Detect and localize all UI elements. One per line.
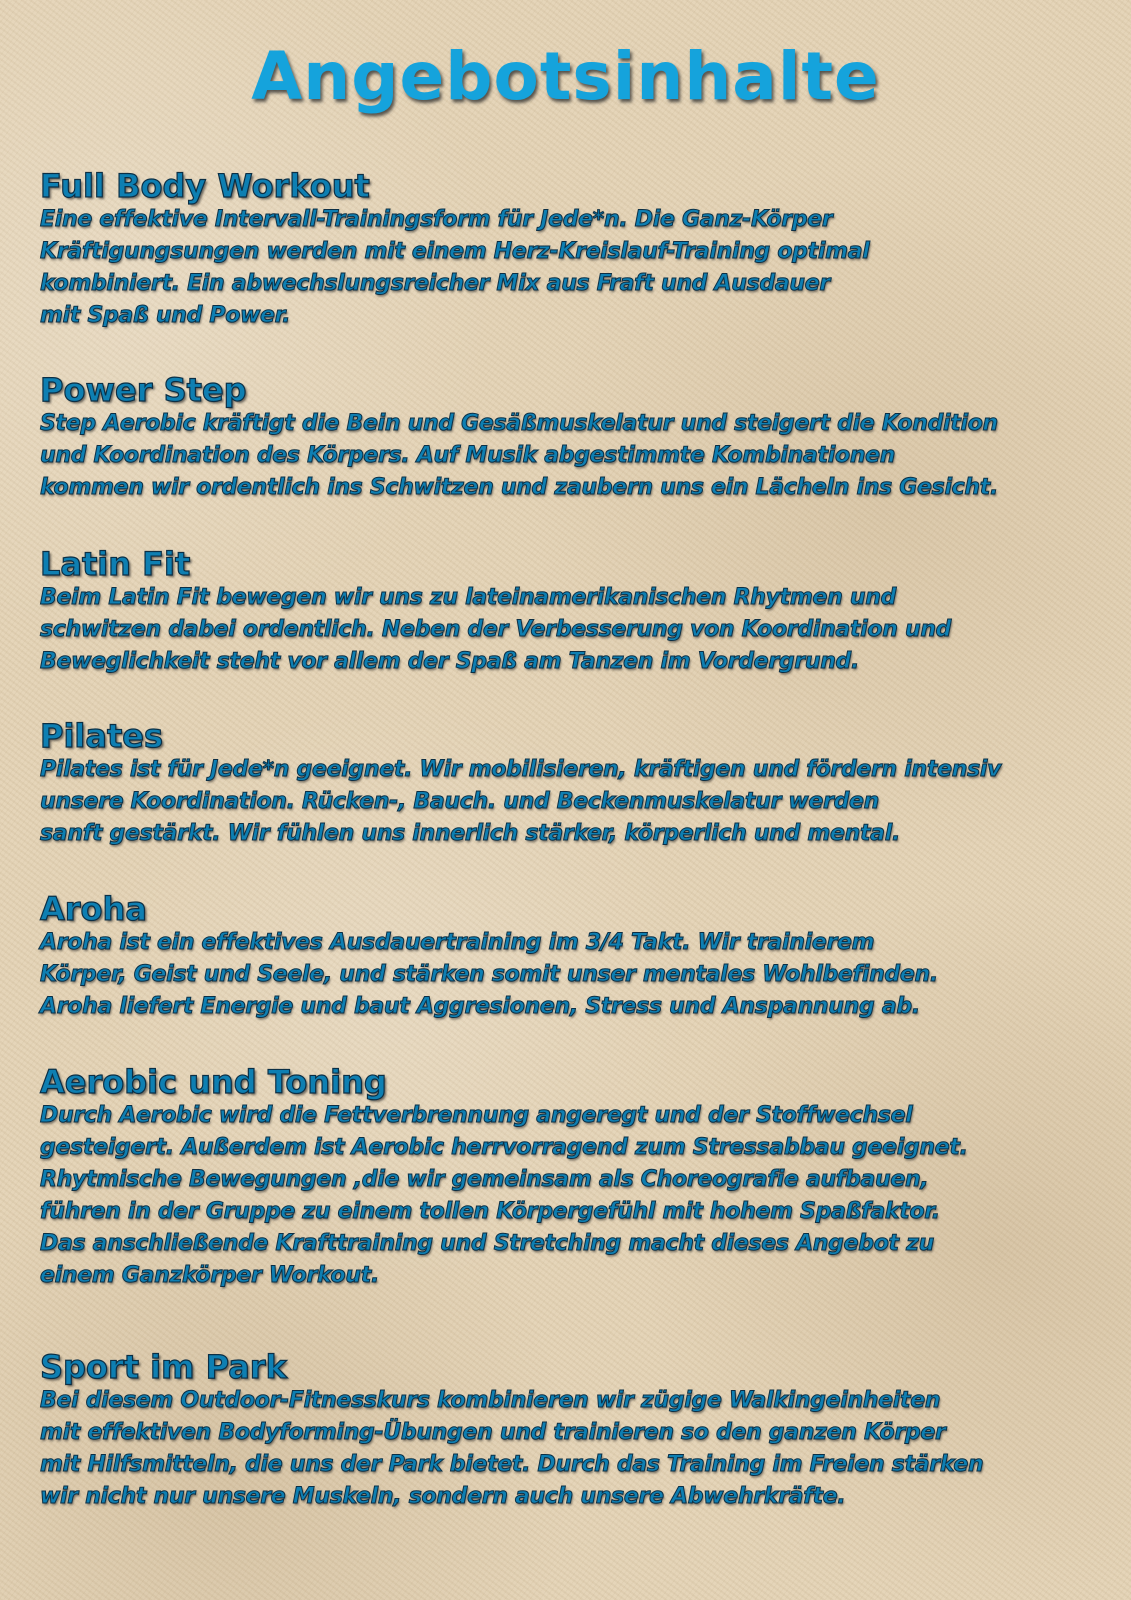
section-heading: Aroha	[40, 890, 147, 928]
section-sport-im-park	[40, 1349, 1120, 1513]
section-description: Bei diesem Outdoor-Fitnesskurs kombinieren wir zügige Walkingeinheiten mit effektiven Bodyforming-Übungen und trainieren so den ganzen Körper mit Hilfsmitteln, die uns der Park bietet. Durch das Training im Freien stärken wir nicht nur unsere Muskeln, sondern auch unsere Abwehrkräfte.	[40, 1388, 984, 1509]
section-aroha	[40, 891, 1120, 1023]
section-heading: Full Body Workout	[40, 167, 370, 205]
section-heading: Power Step	[40, 371, 247, 409]
section-description: Durch Aerobic wird die Fettverbrennung angeregt und der Stoffwechsel gesteigert. Außerdem ist Aerobic herrvorragend zum Stressabbau geeignet. Rhytmische Bewegungen ,die wir gemeinsam als Choreografie aufbauen, führen in der Gruppe zu einem tollen Körpergefühl mit hohem Spaßfaktor. Das anschließende Krafttraining und Stretching macht dieses Angebot zu einem Ganzkörper Workout.	[40, 1103, 968, 1288]
section-pilates	[40, 718, 1120, 850]
section-heading: Latin Fit	[40, 545, 191, 583]
section-description: Pilates ist für Jede*n geeignet. Wir mobilisieren, kräftigen und fördern intensiv unsere Koordination. Rücken-, Bauch. und Beckenmuskelatur werden sanft gestärkt. Wir fühlen uns innerlich stärker, körperlich und mental.	[40, 757, 1002, 846]
section-description: Step Aerobic kräftigt die Bein und Gesäßmuskelatur und steigert die Kondition und Koordination des Körpers. Auf Musik abgestimmte Kombinationen kommen wir ordentlich ins Schwitzen und zaubern uns ein Lächeln ins Gesicht.	[40, 411, 999, 500]
section-heading: Sport im Park	[40, 1348, 287, 1386]
section-latin-fit	[40, 546, 1120, 678]
section-heading: Aerobic und Toning	[40, 1063, 387, 1101]
section-heading: Pilates	[40, 717, 164, 755]
section-description: Aroha ist ein effektives Ausdauertraining im 3/4 Takt. Wir trainierem Körper, Geist und Seele, und stärken somit unser mentales Wohlbefinden. Aroha liefert Energie und baut Aggresionen, Stress und Anspannung ab.	[40, 930, 938, 1019]
section-full-body-workout	[40, 168, 1120, 332]
section-description: Eine effektive Intervall-Trainingsform für Jede*n. Die Ganz-Körper Kräftigungsungen werden mit einem Herz-Kreislauf-Training optimal kombiniert. Ein abwechslungsreicher Mix aus Fraft und Ausdauer mit Spaß und Power.	[40, 207, 870, 328]
page-title: Angebotsinhalte	[251, 38, 880, 115]
section-description: Beim Latin Fit bewegen wir uns zu lateinamerikanischen Rhytmen und schwitzen dabei ordentlich. Neben der Verbesserung von Koordination und Beweglichkeit steht vor allem der Spaß am Tanzen im Vordergrund.	[40, 585, 952, 674]
section-power-step	[40, 372, 1120, 504]
section-aerobic-und-toning	[40, 1064, 1120, 1292]
